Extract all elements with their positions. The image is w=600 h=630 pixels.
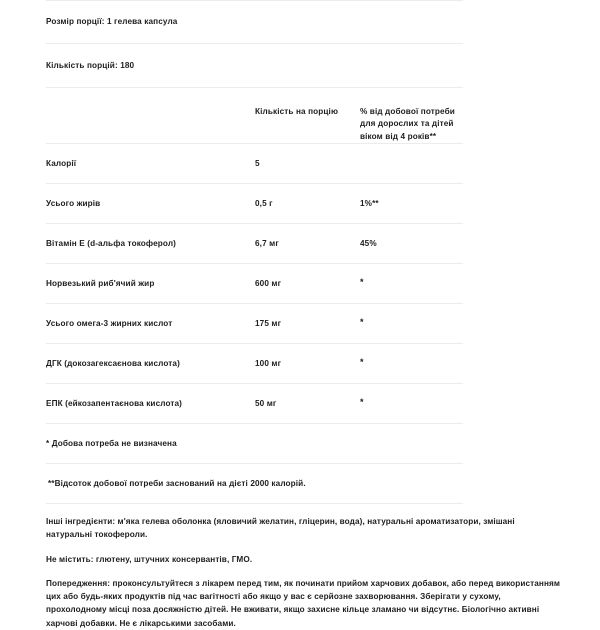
table-row [46, 384, 463, 424]
product-body-copy [0, 504, 600, 630]
other-ingredients-paragraph: Інші інгредієнти: м'яка гелева оболонка (яловичий желатин, гліцерин, вода), натуральні ароматизатори, змішані натуральні токофероли. [46, 517, 515, 540]
nutrient-daily-value: * [360, 277, 364, 287]
nutrient-name: Калорії [46, 158, 77, 168]
table-row [46, 144, 463, 184]
nutrient-daily-value: * [360, 397, 364, 407]
table-row [46, 264, 463, 304]
servings-per-container-row [46, 44, 463, 88]
nutrient-name: ЕПК (ейкозапентаєнова кислота) [46, 398, 183, 408]
nutrient-daily-value: 45% [360, 238, 377, 248]
nutrient-name: Усього жирів [46, 198, 101, 208]
header-daily-value: % від добової потреби для дорослих та дітей віком від 4 років** [360, 107, 455, 141]
table-header-row [46, 88, 463, 144]
warning-paragraph: Попередження: проконсультуйтеся з лікарем перед тим, як починати прийом харчових добавок, або перед використанням цих або будь-яких продуктів під час вагітності або якщо у вас є серйозне захворювання. Зберігати у сухому, прохолодному місці поза досяжністю дітей. Не вживати, якщо захисне кільце зламано чи відсутнє. Біологічно активні харчові добавки. Не є лікарськими засобами. [46, 578, 561, 628]
nutrient-amount: 600 мг [255, 278, 282, 288]
nutrient-name: Норвезький риб'ячий жир [46, 278, 155, 288]
free-from-paragraph: Не містить: глютену, штучних консервантів, ГМО. [46, 554, 253, 564]
nutrient-amount: 0,5 г [255, 198, 273, 208]
nutrient-amount: 100 мг [255, 358, 282, 368]
table-row [46, 344, 463, 384]
nutrient-name: ДГК (докозагексаєнова кислота) [46, 358, 180, 368]
nutrient-amount: 175 мг [255, 318, 282, 328]
header-amount-per-serving: Кількість на порцію [255, 107, 339, 116]
nutrient-name: Усього омега-3 жирних кислот [46, 318, 173, 328]
nutrient-daily-value: * [360, 357, 364, 367]
serving-size-text: Розмір порції: 1 гелева капсула [46, 17, 178, 27]
footnote-double-star-row [46, 464, 463, 504]
nutrient-daily-value: * [360, 317, 364, 327]
serving-size-row [46, 0, 463, 44]
nutrient-amount: 6,7 мг [255, 238, 279, 248]
nutrient-amount: 50 мг [255, 398, 277, 408]
table-row [46, 304, 463, 344]
footnote-single-star-text: * Добова потреба не визначена [46, 438, 177, 448]
table-row [46, 184, 463, 224]
footnote-double-star-text: **Відсоток добової потреби заснований на дієті 2000 калорій. [48, 478, 306, 488]
footnote-single-star-row [46, 424, 463, 464]
nutrient-daily-value: 1%** [360, 198, 379, 208]
table-row [46, 224, 463, 264]
nutrient-name: Вітамін E (d-альфа токоферол) [46, 238, 176, 248]
nutrient-amount: 5 [255, 158, 260, 168]
servings-per-container-text: Кількість порцій: 180 [46, 60, 135, 70]
